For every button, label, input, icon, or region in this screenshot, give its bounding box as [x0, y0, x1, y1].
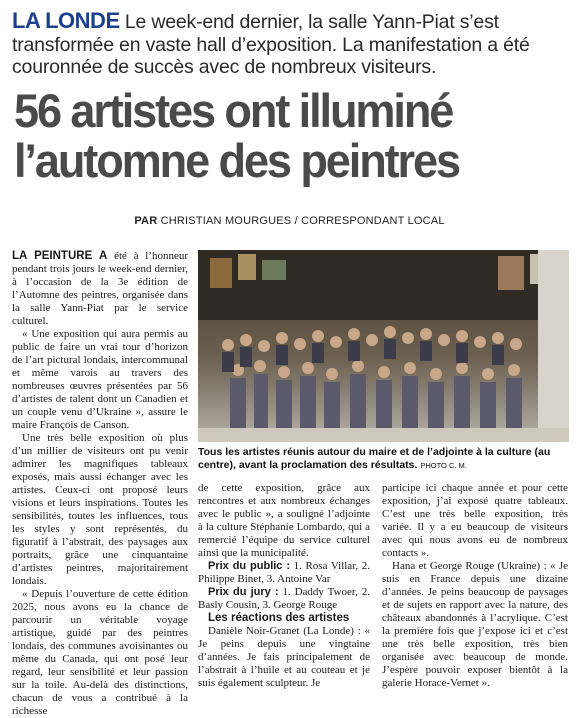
prize-public — [198, 560, 370, 586]
article-column-1 — [12, 250, 188, 718]
dropin-text: LA PEINTURE A — [12, 250, 108, 262]
paragraph-8: Hana et George Rouge (Ukraine) : « Je suis en France depuis une dizaine d’années. Je peins beaucoup de paysages et de sujets en rapport avec la nature, des châteaux abandonnés à l’acrylique. C’est la première fois que j’expose ici et c’est une très belle exposition, très bien organisée avec beaucoup de monde. J’espère pouvoir exposer bientôt à la galerie Horace-Vernet ». — [382, 560, 568, 689]
paragraph-1-text: été à l’honneur pendant trois jours le week-end dernier, à l’occasion de la 3e édition de l’Automne des peintres, organisée dans la salle Yann-Piat par le service culturel. — [12, 250, 189, 327]
article-column-3 — [382, 482, 568, 690]
caption-text: Tous les artistes réunis autour du maire et de l’adjointe à la culture (au centre), avant la proclamation des résultats. — [198, 446, 551, 471]
reactions-subheading: Les réactions des artistes — [208, 612, 350, 624]
lede-text: Le week-end dernier, la salle Yann-Piat s’est transformée en vaste hall d’exposition. La manifestation a été couronnée de succès avec de nombreux visiteurs. — [12, 11, 530, 78]
prize-jury — [198, 586, 370, 612]
headline-line-2: l’automne des peintres — [14, 134, 459, 187]
photo-credit: PHOTO C. M. — [420, 460, 467, 470]
paragraph-5: de cette exposition, grâce aux rencontres et aux nombreux échanges avec le public », a souligné l’adjointe à la culture Stéphanie Lombardo, qui a remercié l’équipe du service culturel ainsi que la municipalité. — [198, 482, 370, 559]
group-photo-illustration — [198, 250, 569, 442]
article-headline — [14, 86, 547, 186]
paragraph-3: Une très belle exposition où plus d’un millier de visiteurs ont pu venir admirer les magnifiques tableaux exposés, mais aussi échanger avec les artistes. Ceux-ci ont proposé leurs visions et leurs inspirations. Toutes les sensibilités, toutes les influences, tous les styles y sont représentés, du figuratif à l’abstrait, des paysages aux portraits, grâce une cinquantaine d’artistes peintres, majoritairement londais. — [12, 432, 188, 587]
paragraph-6: Danièle Noir-Granet (La Londe) : « Je peins depuis une vingtaine d’années. Je fais principalement de l’abstrait à l’huile et au couteau et je suis également sculpteur. Je — [198, 625, 370, 689]
paragraph-1 — [12, 250, 188, 328]
prize-jury-label: Prix du jury : — [208, 586, 279, 598]
prize-jury-text: 1. Daddy Twoer, 2. Basly Cousin, 3. George Rouge — [198, 586, 370, 611]
headline-line-1: 56 artistes ont illuminé — [14, 84, 453, 137]
paragraph-2: « Une exposition qui aura permis au public de faire un vrai tour d’horizon de l’art pictural londais, intercommunal et même varois au travers des nombreuses œuvres présentées par 56 d’artistes de talent dont un Canadien et un couple venu d’Ukraine », assure le maire François de Canson. — [12, 328, 188, 431]
article-lede — [12, 10, 567, 79]
byline-par: PAR — [134, 215, 158, 227]
byline-author: CHRISTIAN MOURGUES / CORRESPONDANT LOCAL — [160, 215, 445, 227]
paragraph-4: « Depuis l’ouverture de cette édition 2025, nous avons eu la chance de parcourir un véritable voyage artistique, guidé par des peintres londais, des communes avoisinantes ou même du Canada, qui ont posé leur regard, leur sensibilité et leur passion sur la toile. Au-delà des distinctions, chacun de vous a contribué à la richesse — [12, 588, 188, 717]
byline — [0, 215, 579, 227]
prize-public-text: 1. Rosa Villar, 2. Philippe Binet, 3. Antoine Var — [198, 560, 371, 585]
paragraph-7: participe ici chaque année et pour cette exposition, j’ai exposé quatre tableaux. C’est une très belle exposition, très variée. Il y a eu beaucoup de visiteurs avec qui nous avons eu de nombreux contacts ». — [382, 482, 568, 559]
article-column-2 — [198, 482, 370, 690]
prize-public-label: Prix du public : — [208, 560, 290, 572]
photo-caption — [198, 446, 569, 472]
location-kicker: LA LONDE — [12, 8, 120, 33]
group-photo — [198, 250, 569, 442]
